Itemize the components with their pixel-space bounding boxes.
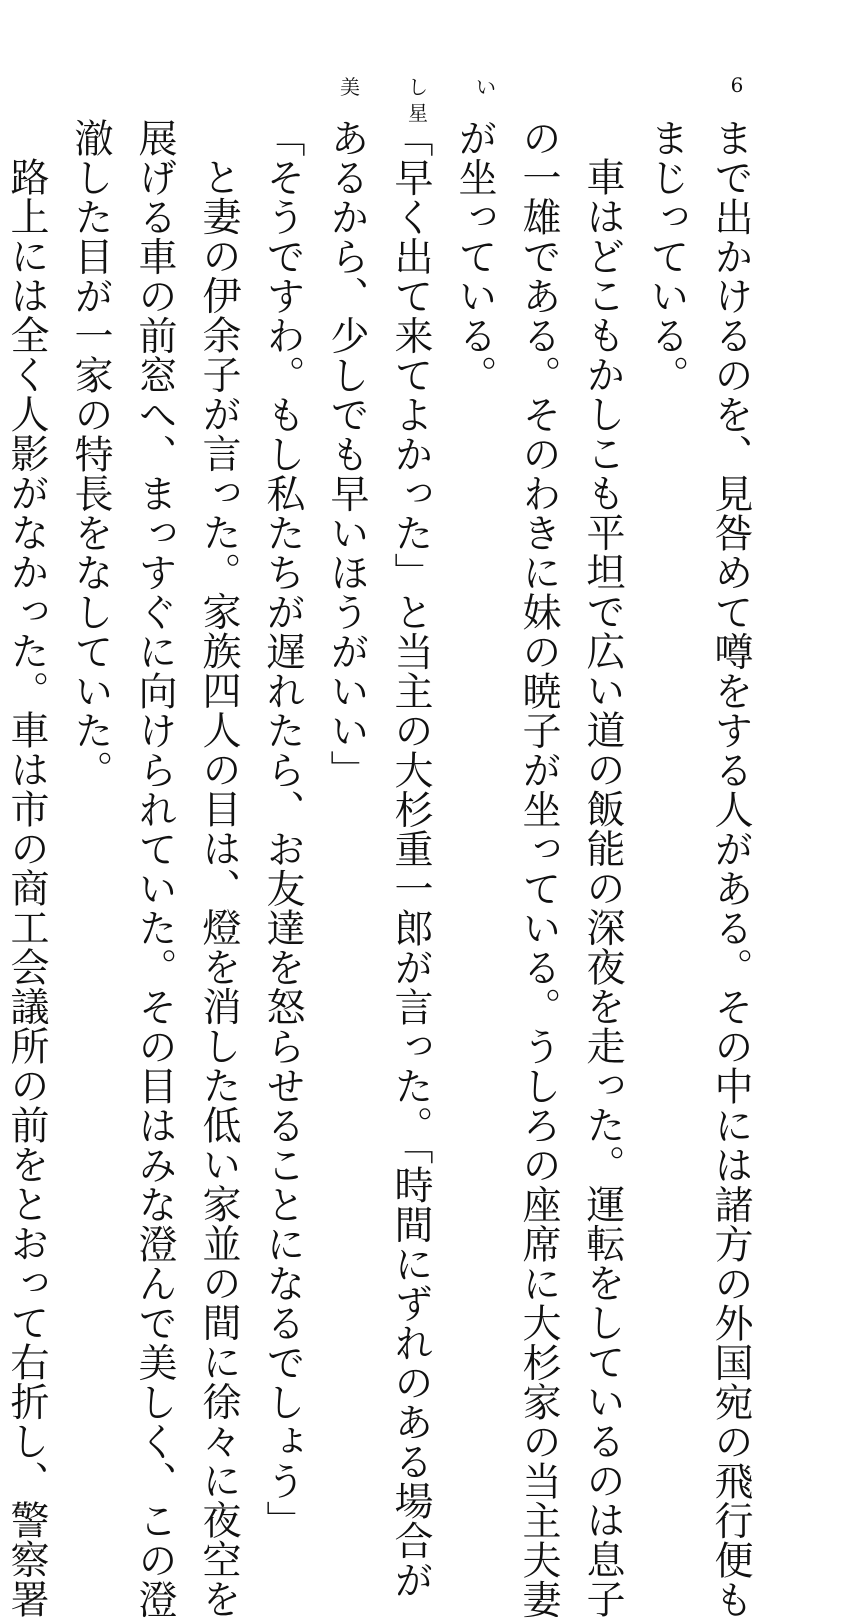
paragraph-2: 車はどこもかしこも平坦で広い道の飯能の深夜を走った。運転をしているのは息子 の一雄である。そのわきに妹の暁子が坐っている。うしろの座席に大杉家の当主夫妻 が坐っている。	[452, 118, 625, 1619]
paragraph-6: 路上には全く人影がなかった。車は市の商工会議所の前をとおって右折し、警察署	[4, 157, 49, 1619]
paragraph-4: 「そうですわ。もし私たちが遅れたら、お友達を怒らせることになるでしょう」	[260, 118, 305, 1540]
paragraph-5: と妻の伊余子が言った。家族四人の目は、燈を消した低い家並の間に徐々に夜空を 展げる車の前窓へ、まっすぐに向けられていた。その目はみな澄んで美しく、この澄 澈した目が一家の特長をなしていた。	[68, 118, 241, 1619]
paragraph-3: 「早く出て来てよかった」と当主の大杉重一郎が言った。「時間にずれのある場合が あるから、少しでも早いほうがいい」	[324, 118, 433, 1600]
body-text	[4, 118, 762, 1619]
running-title: 美 し い 星	[340, 75, 544, 125]
page-number: 6	[730, 73, 744, 97]
paragraph-1: まで出かけるのを、見咎めて噂をする人がある。その中には諸方の外国宛の飛行便も まじっている。	[644, 118, 753, 1619]
